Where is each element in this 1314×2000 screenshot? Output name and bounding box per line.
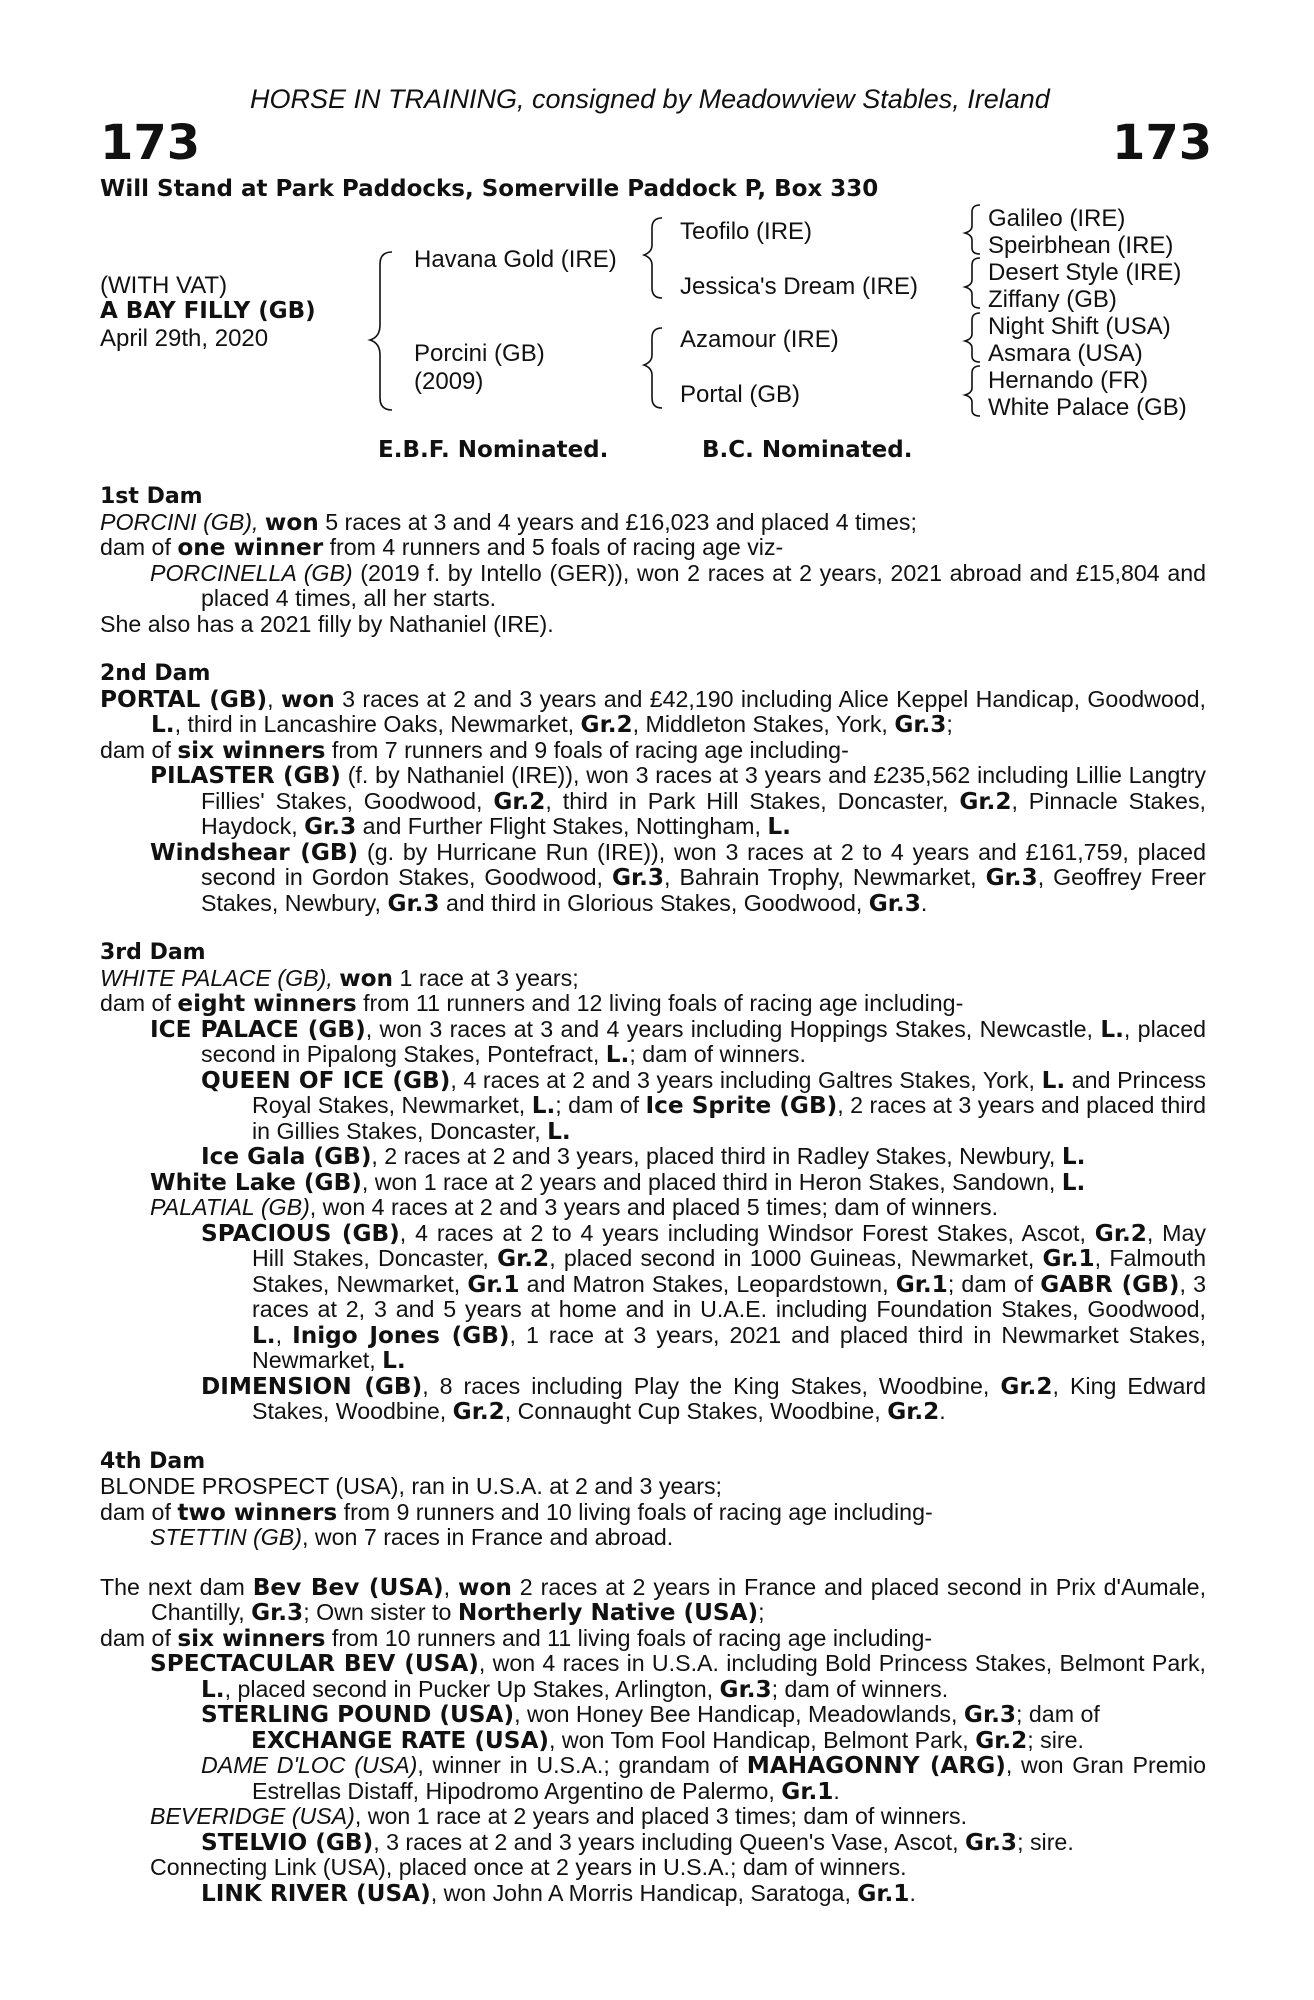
dam3-queen-of-ice: QUEEN OF ICE (GB), 4 races at 2 and 3 years including Galtres Stakes, York, L. and Princess Royal Stakes, Newmarket, L.; dam of Ice Sprite (GB), 2 races at 3 years and placed third in Gillies Stakes, Doncaster, L. [201,1066,1207,1145]
dam1-heading: 1st Dam [100,484,203,509]
dam4-produce: dam of two winners from 9 runners and 10 living foals of racing age including- [100,1498,933,1526]
vat-note: (WITH VAT) [100,272,228,299]
dam3-produce: dam of eight winners from 11 runners and 12 living foals of racing age including- [100,990,964,1017]
next-dam-produce: dam of six winners from 10 runners and 11 living foals of racing age including- [100,1624,933,1652]
dam3-white-lake: White Lake (GB), won 1 race at 2 years and placed third in Heron Stakes, Sandown, L. [150,1168,1086,1196]
dam1-produce: dam of one winner from 4 runners and 5 foals of racing age viz- [100,534,784,561]
dam2-foal-windshear: Windshear (GB) (g. by Hurricane Run (IRE)), won 3 races at 2 to 4 years and £161,759, placed second in Gordon Stakes, Goodwood, Gr.3, Bahrain Trophy, Newmarket, Gr.3, Geoffrey Freer Stakes, Newbury, Gr.3 and third in Glorious Stakes, Goodwood, Gr.3. [150,838,1206,917]
next-dam-link-river: LINK RIVER (USA), won John A Morris Handicap, Saratoga, Gr.1. [201,1879,916,1907]
sire-name: Havana Gold (IRE) [414,246,617,273]
ancestor-6: Asmara (USA) [988,340,1143,367]
bc-nomination: B.C. Nominated. [702,437,913,463]
horse-name: A BAY FILLY (GB) [100,298,316,324]
dam4-record: BLONDE PROSPECT (USA), ran in U.S.A. at 2 and 3 years; [100,1473,722,1499]
ancestor-8: White Palace (GB) [988,394,1187,421]
next-dam-connecting-link: Connecting Link (USA), placed once at 2 years in U.S.A.; dam of winners. [150,1854,907,1880]
next-dam-sterling-pound: STERLING POUND (USA), won Honey Bee Handicap, Meadowlands, Gr.3; dam of [201,1701,1100,1728]
next-dam-dame-dloc: DAME D'LOC (USA), winner in U.S.A.; grandam of MAHAGONNY (ARG), won Gran Premio Estrellas Distaff, Hipodromo Argentino de Palermo, Gr.1. [201,1752,1206,1805]
lot-number-right: 173 [1112,115,1213,171]
ancestor-4: Ziffany (GB) [988,286,1117,313]
dam3-record: WHITE PALACE (GB), won 1 race at 3 years; [100,964,579,992]
stand-location: Will Stand at Park Paddocks, Somerville Paddock P, Box 330 [100,176,879,202]
dam1-note: She also has a 2021 filly by Nathaniel (IRE). [100,610,554,637]
dam3-spacious: SPACIOUS (GB), 4 races at 2 to 4 years including Windsor Forest Stakes, Ascot, Gr.2, May Hill Stakes, Doncaster, Gr.2, placed second in 1000 Guineas, Newmarket, Gr.1, Falmouth Stakes, Newmarket, Gr.1 and Matron Stakes, Leopardstown, Gr.1; dam of GABR (GB), 3 races at 2, 3 and 5 years at home and in U.A.E. including Foundation Stakes, Goodwood, L., Inigo Jones (GB), 1 race at 3 years, 2021 and placed third in Newmarket Stakes, Newmarket, L. [201,1219,1207,1374]
dam3-heading: 3rd Dam [100,940,206,965]
ebf-nomination: E.B.F. Nominated. [378,437,609,463]
catalogue-header: HORSE IN TRAINING, consigned by Meadowview Stables, Ireland [250,84,1050,114]
sire-dam: Jessica's Dream (IRE) [680,273,918,300]
dam2-foal-pilaster: PILASTER (GB) (f. by Nathaniel (IRE)), won 3 races at 3 years and £235,562 including Lillie Langtry Fillies' Stakes, Goodwood, Gr.2, third in Park Hill Stakes, Doncaster, Gr.2, Pinnacle Stakes, Haydock, Gr.3 and Further Flight Stakes, Nottingham, L. [150,762,1206,840]
dam-year: (2009) [414,368,484,395]
dam2-record: PORTAL (GB), won 3 races at 2 and 3 years and £42,190 including Alice Keppel Handicap, Goodwood, L., third in Lancashire Oaks, Newmarket, Gr.2, Middleton Stakes, York, Gr.3; [100,685,1206,738]
ancestor-2: Speirbhean (IRE) [988,232,1174,259]
next-dam-beveridge: BEVERIDGE (USA), won 1 race at 2 years and placed 3 times; dam of winners. [150,1803,968,1829]
dam3-dimension: DIMENSION (GB), 8 races including Play the King Stakes, Woodbine, Gr.2, King Edward Stakes, Woodbine, Gr.2, Connaught Cup Stakes, Woodbine, Gr.2. [201,1372,1206,1425]
dam1-foal-porcinella: PORCINELLA (GB) (2019 f. by Intello (GER)), won 2 races at 2 years, 2021 abroad and £15,804 and placed 4 times, all her starts. [150,559,1207,611]
dam4-heading: 4th Dam [100,1448,206,1474]
dam-dam: Portal (GB) [680,381,801,408]
dam4-stettin: STETTIN (GB), won 7 races in France and abroad. [150,1524,674,1550]
dam3-palatial: PALATIAL (GB), won 4 races at 2 and 3 years and placed 5 times; dam of winners. [150,1194,999,1220]
lot-number-left: 173 [100,115,201,171]
dam1-record: PORCINI (GB), won 5 races at 3 and 4 years and £16,023 and placed 4 times; [100,508,917,536]
catalogue-body [100,484,1206,1906]
dam-name: Porcini (GB) [414,340,545,367]
ancestor-5: Night Shift (USA) [988,313,1171,340]
dam-sire: Azamour (IRE) [680,326,839,353]
ancestor-7: Hernando (FR) [988,367,1149,394]
ancestor-3: Desert Style (IRE) [988,259,1182,286]
ancestor-1: Galileo (IRE) [988,205,1126,232]
next-dam-spectacular-bev: SPECTACULAR BEV (USA), won 4 races in U.S.A. including Bold Princess Stakes, Belmont Park, L., placed second in Pucker Up Stakes, Arlington, Gr.3; dam of winners. [150,1650,1206,1703]
next-dam-record: The next dam Bev Bev (USA), won 2 races at 2 years in France and placed second in Prix d'Aumale, Chantilly, Gr.3; Own sister to Northerly Native (USA); [100,1573,1207,1626]
dam3-foal-ice-palace: ICE PALACE (GB), won 3 races at 3 and 4 years including Hoppings Stakes, Newcastle, L., placed second in Pipalong Stakes, Pontefract, L.; dam of winners. [150,1015,1207,1068]
dam2-produce: dam of six winners from 7 runners and 9 foals of racing age including- [100,736,849,764]
next-dam-exchange-rate: EXCHANGE RATE (USA), won Tom Fool Handicap, Belmont Park, Gr.2; sire. [251,1726,1084,1754]
horse-dob: April 29th, 2020 [100,325,269,352]
sire-sire: Teofilo (IRE) [680,218,813,245]
dam2-heading: 2nd Dam [100,661,211,686]
dam3-ice-gala: Ice Gala (GB), 2 races at 2 and 3 years, placed third in Radley Stakes, Newbury, L. [201,1143,1086,1170]
next-dam-stelvio: STELVIO (GB), 3 races at 2 and 3 years including Queen's Vase, Ascot, Gr.3; sire. [201,1828,1074,1856]
